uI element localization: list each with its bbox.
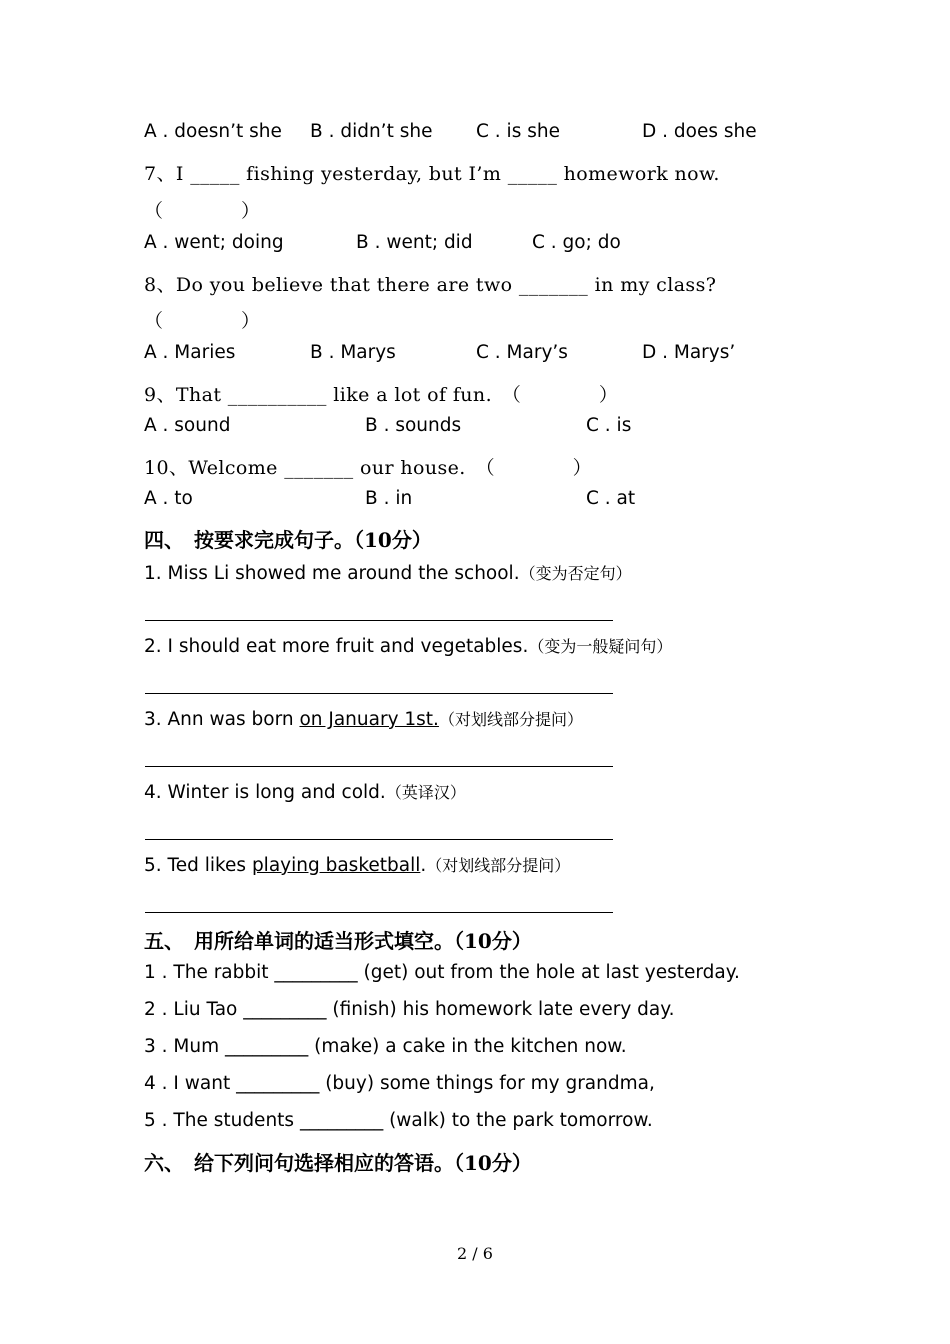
answer-line-3[interactable]	[145, 766, 613, 767]
answer-line-5[interactable]	[145, 912, 613, 913]
item-instruction: （英译汉）	[385, 783, 466, 802]
section6-heading: 六、 给下列问句选择相应的答语。（10分）	[144, 1151, 532, 1175]
q6-option-b: B . didn’t she	[310, 121, 433, 142]
item-text: 1. Miss Li showed me around the school.	[144, 563, 520, 584]
q10-question: 10、Welcome _______ our house. （ ）	[144, 457, 593, 479]
q9-question: 9、That __________ like a lot of fun. （ ）	[144, 384, 619, 406]
page-number: 2 / 6	[457, 1244, 493, 1263]
item-text: 3. Ann was born	[144, 709, 300, 730]
section5-item-2: 2 . Liu Tao _________ (finish) his homework late every day.	[144, 999, 675, 1020]
q8-option-d: D . Marys’	[642, 342, 736, 363]
underlined-phrase: on January 1st.	[299, 709, 439, 730]
item-instruction: （变为否定句）	[519, 564, 632, 583]
q10-option-a: A . to	[144, 488, 193, 509]
q7-option-b: B . went; did	[356, 232, 473, 253]
q9-option-a: A . sound	[144, 415, 231, 436]
q9-option-c: C . is	[586, 415, 632, 436]
section4-heading: 四、 按要求完成句子。（10分）	[144, 528, 432, 552]
q10-option-c: C . at	[586, 488, 636, 509]
q10-option-b: B . in	[365, 488, 413, 509]
q7-question: 7、I _____ fishing yesterday, but I’m _____ homework now.	[144, 163, 720, 185]
q8-answer-paren: （ ）	[144, 310, 261, 332]
item-text: 5. Ted likes	[144, 855, 252, 876]
section5-heading: 五、 用所给单词的适当形式填空。（10分）	[144, 929, 532, 953]
section4-item-2	[144, 634, 672, 657]
section4-item-5	[144, 853, 570, 876]
answer-line-4[interactable]	[145, 839, 613, 840]
q6-option-c: C . is she	[476, 121, 560, 142]
item-text: 4. Winter is long and cold.	[144, 782, 386, 803]
q6-option-d: D . does she	[642, 121, 757, 142]
q8-option-a: A . Maries	[144, 342, 236, 363]
item-instruction: （对划线部分提问）	[426, 856, 571, 875]
section4-item-1	[144, 561, 632, 584]
item-instruction: （对划线部分提问）	[438, 710, 583, 729]
q7-option-c: C . go; do	[532, 232, 621, 253]
q8-option-b: B . Marys	[310, 342, 396, 363]
q7-answer-paren: （ ）	[144, 200, 261, 222]
item-text-end: .	[420, 855, 427, 876]
answer-line-1[interactable]	[145, 620, 613, 621]
section5-item-1: 1 . The rabbit _________ (get) out from the hole at last yesterday.	[144, 962, 740, 983]
section4-item-4	[144, 780, 466, 803]
q9-option-b: B . sounds	[365, 415, 462, 436]
underlined-phrase: playing basketball	[251, 855, 421, 876]
q6-option-a: A . doesn’t she	[144, 121, 282, 142]
section5-item-4: 4 . I want _________ (buy) some things for my grandma,	[144, 1073, 655, 1094]
q8-question: 8、Do you believe that there are two _______ in my class?	[144, 274, 717, 296]
section4-item-3	[144, 707, 583, 730]
q8-option-c: C . Mary’s	[476, 342, 568, 363]
item-instruction: （变为一般疑问句）	[528, 637, 673, 656]
q7-option-a: A . went; doing	[144, 232, 284, 253]
section5-item-3: 3 . Mum _________ (make) a cake in the kitchen now.	[144, 1036, 627, 1057]
item-text: 2. I should eat more fruit and vegetables.	[144, 636, 529, 657]
section5-item-5: 5 . The students _________ (walk) to the park tomorrow.	[144, 1110, 653, 1131]
answer-line-2[interactable]	[145, 693, 613, 694]
